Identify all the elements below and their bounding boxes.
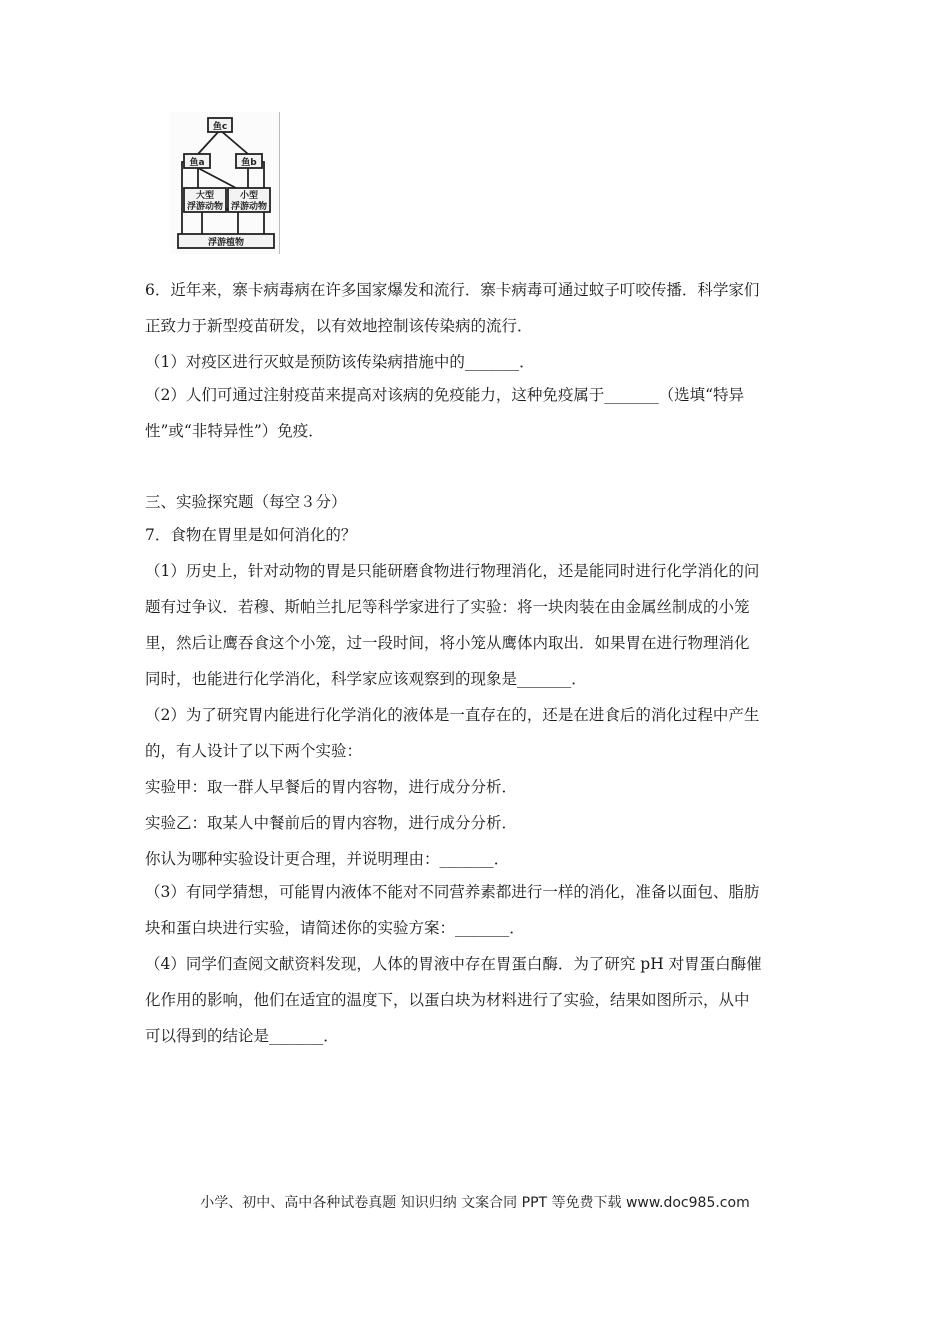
q7-sub1-line-3: 里，然后让鹰吞食这个小笼，过一段时间，将小笼从鹰体内取出．如果胃在进行物理消化 bbox=[145, 634, 750, 652]
q6-sub2-line-1: （2）人们可通过注射疫苗来提高对该病的免疫能力，这种免疫属于_______（选填“特异 bbox=[145, 386, 745, 404]
node-small-zooplankton-line1: 小型 bbox=[239, 191, 259, 201]
node-phytoplankton-label: 浮游植物 bbox=[207, 238, 245, 248]
edge-c-b bbox=[220, 130, 248, 154]
node-fish-b-label: 鱼b bbox=[241, 158, 257, 168]
q7-sub2-line-2: 的，有人设计了以下两个实验： bbox=[145, 742, 363, 760]
q7-sub2-line-1: （2）为了研究胃内能进行化学消化的液体是一直存在的，还是在进食后的消化过程中产生 bbox=[145, 706, 760, 724]
node-large-zooplankton-line2: 浮游动物 bbox=[186, 202, 224, 212]
q7-sub1-line-2: 题有过争议．若穆、斯帕兰扎尼等科学家进行了实验：将一块肉装在由金属丝制成的小笼 bbox=[145, 598, 750, 616]
q7-sub1-line-4: 同时，也能进行化学消化，科学家应该观察到的现象是_______． bbox=[145, 670, 587, 688]
q7-sub2-question: 你认为哪种实验设计更合理，并说明理由：_______． bbox=[145, 850, 510, 868]
section-3-heading: 三、实验探究题（每空３分） bbox=[145, 493, 347, 511]
node-fish-a-label: 鱼a bbox=[189, 158, 205, 168]
q7-sub4-line-1: （4）同学们查阅文献资料发现，人体的胃液中存在胃蛋白酶．为了研究 pH 对胃蛋白酶催 bbox=[145, 955, 762, 973]
edge-c-a bbox=[198, 130, 220, 154]
page-footer: 小学、初中、高中各种试卷真题 知识归纳 文案合同 PPT 等免费下载 www.doc985.com bbox=[200, 1195, 750, 1211]
q6-line-2: 正致力于新型疫苗研发，以有效地控制该传染病的流行． bbox=[145, 317, 533, 335]
q7-sub4-line-2: 化作用的影响，他们在适宜的温度下，以蛋白块为材料进行了实验，结果如图所示，从中 bbox=[145, 991, 750, 1009]
q6-sub1: （1）对疫区进行灭蚊是预防该传染病措施中的_______． bbox=[145, 353, 535, 371]
q7-sub4-line-3: 可以得到的结论是_______． bbox=[145, 1027, 339, 1045]
q7-sub3-line-2: 块和蛋白块进行实验，请简述你的实验方案：_______． bbox=[145, 919, 525, 937]
food-web-diagram bbox=[170, 112, 280, 254]
q7-sub3-line-1: （3）有同学猜想，可能胃内液体不能对不同营养素都进行一样的消化，准备以面包、脂肪 bbox=[145, 883, 760, 901]
node-large-zooplankton-line1: 大型 bbox=[195, 191, 215, 201]
q6-sub2-line-2: 性”或“非特异性”）免疫． bbox=[145, 422, 324, 440]
q7-title: 7．食物在胃里是如何消化的？ bbox=[145, 526, 357, 544]
experiment-b: 实验乙：取某人中餐前后的胃内容物，进行成分分析． bbox=[145, 814, 518, 832]
experiment-a: 实验甲：取一群人早餐后的胃内容物，进行成分分析． bbox=[145, 778, 518, 796]
q7-sub1-line-1: （1）历史上，针对动物的胃是只能研磨食物进行物理消化，还是能同时进行化学消化的问 bbox=[145, 562, 760, 580]
q6-line-1: 6．近年来，寨卡病毒病在许多国家爆发和流行．寨卡病毒可通过蚊子叮咬传播．科学家们 bbox=[145, 281, 760, 299]
node-fish-c-label: 鱼c bbox=[212, 122, 228, 132]
food-web-figure bbox=[170, 112, 280, 254]
node-small-zooplankton-line2: 浮游动物 bbox=[230, 202, 268, 212]
edge-a-small bbox=[198, 168, 236, 188]
